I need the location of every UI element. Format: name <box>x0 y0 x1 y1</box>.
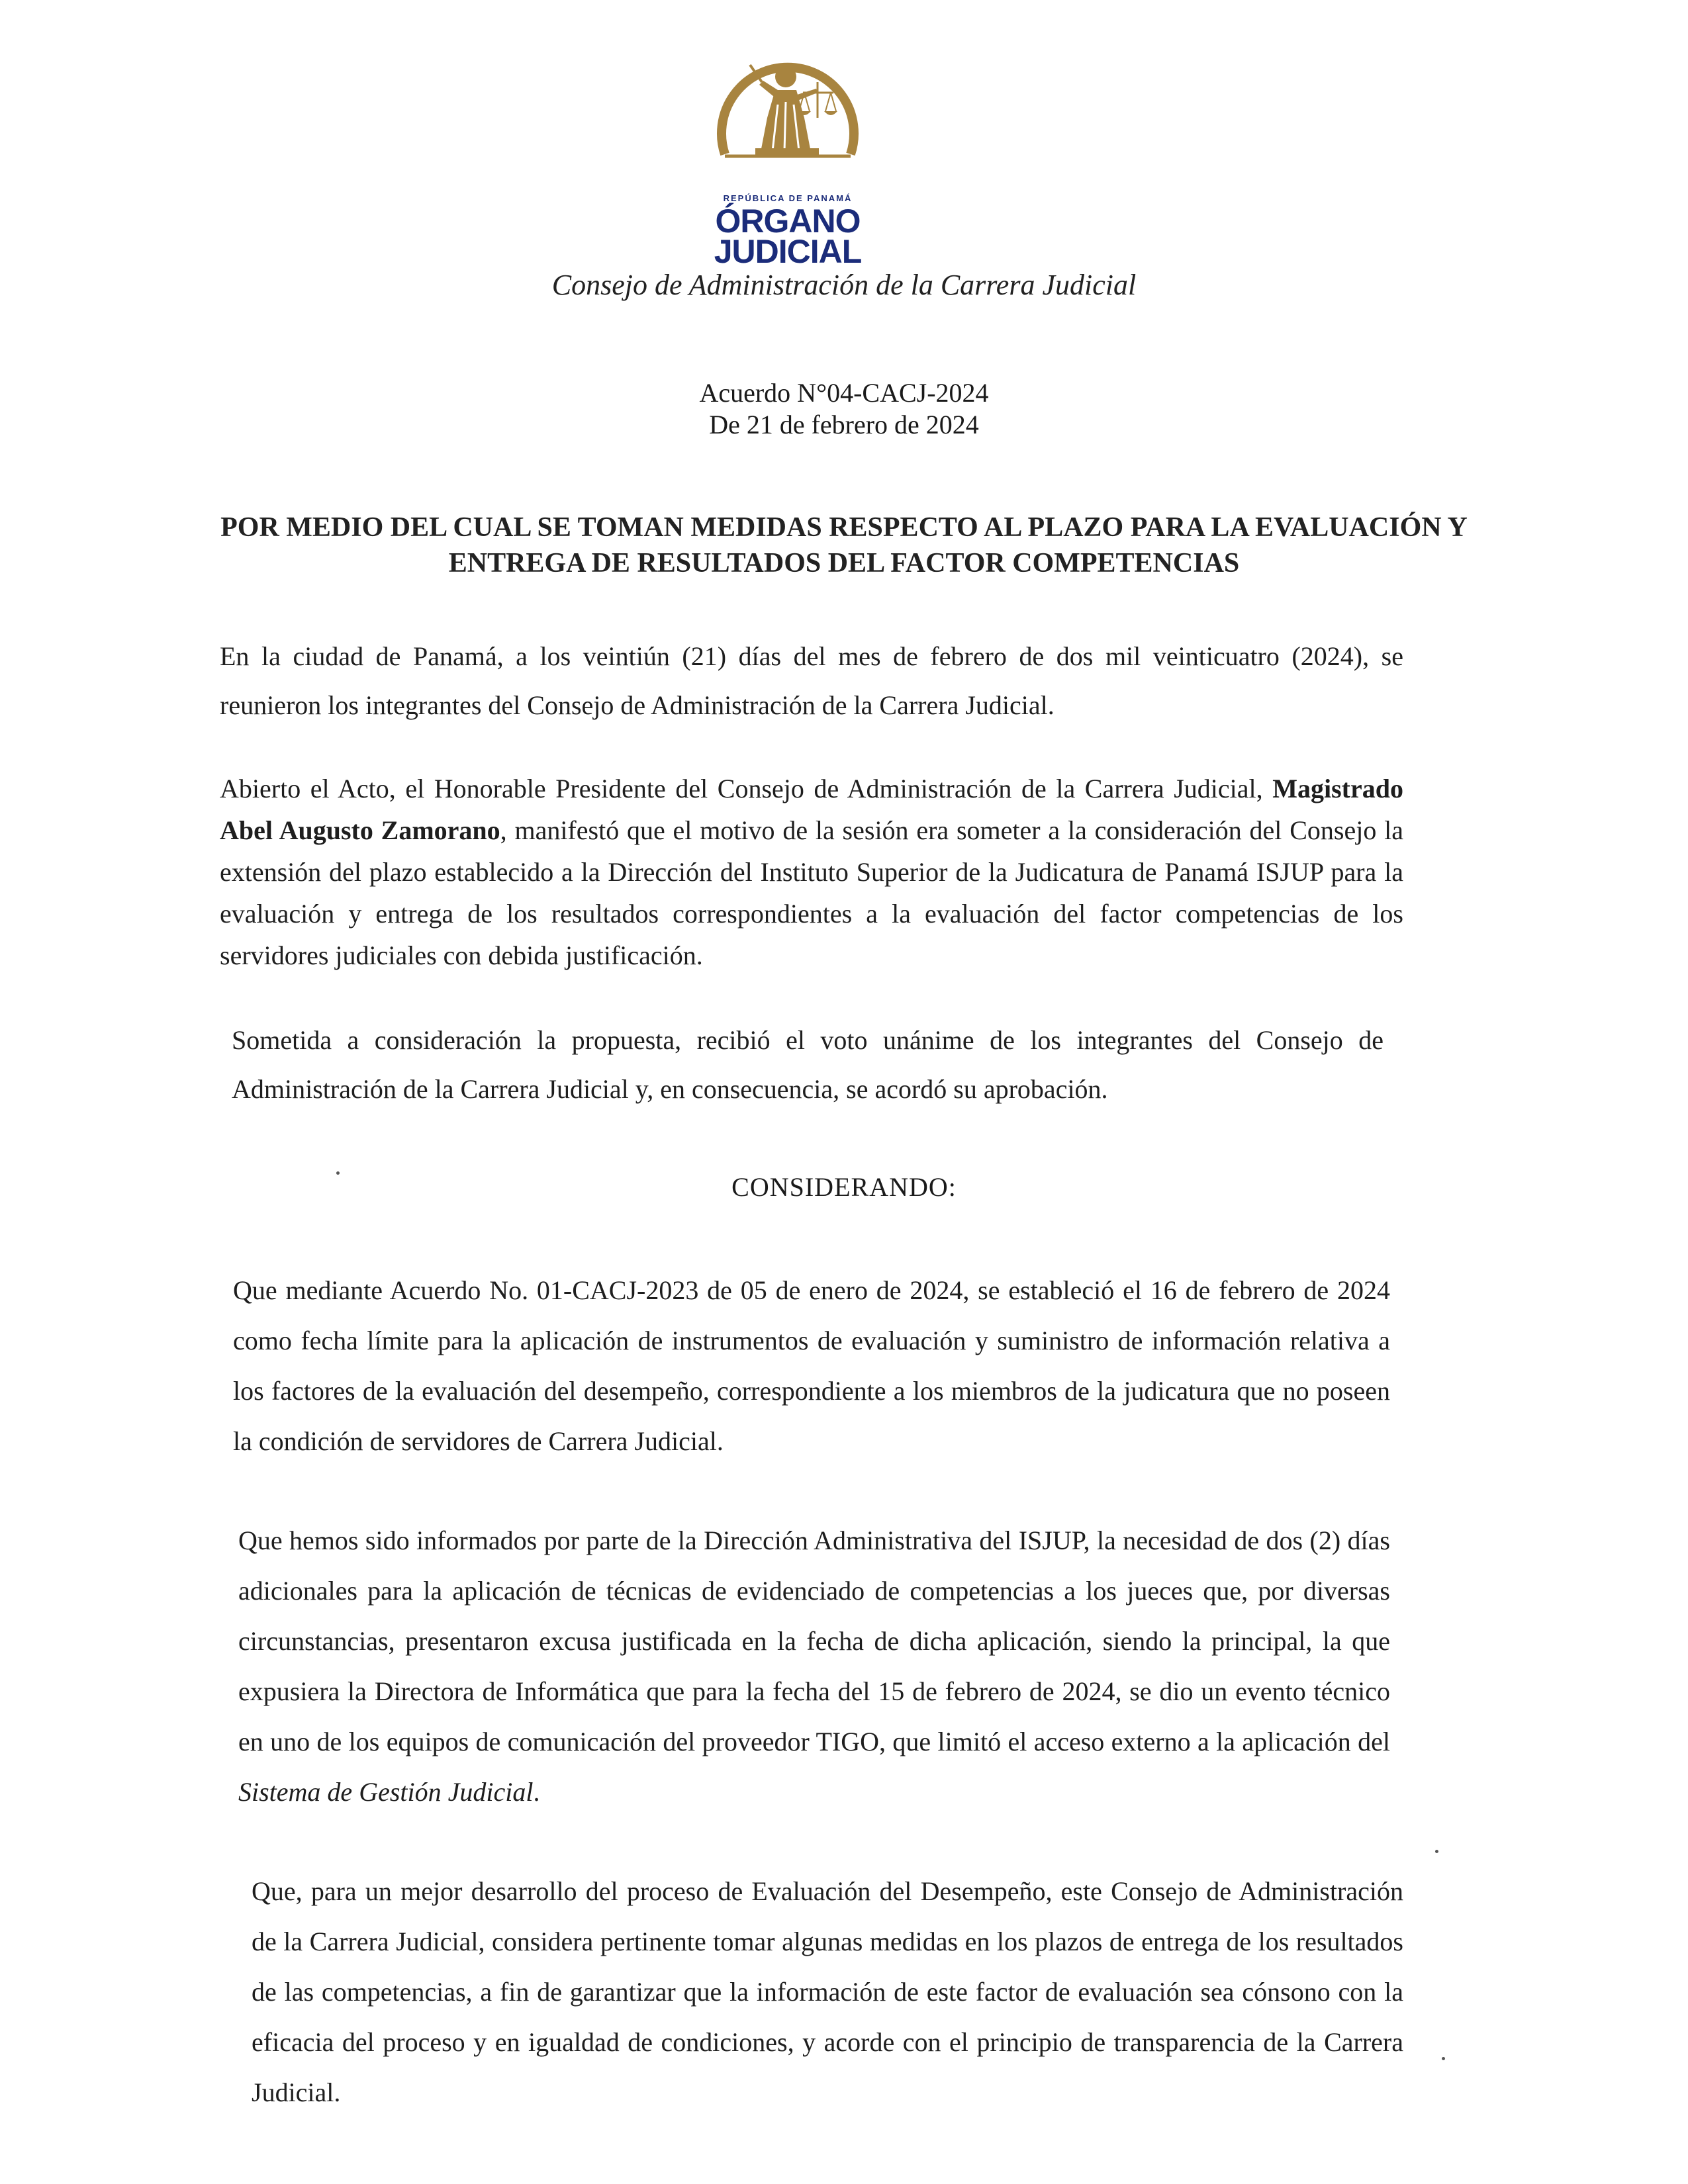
logo-republic-text: REPÚBLICA DE PANAMÁ <box>723 193 853 203</box>
vote-paragraph: Sometida a consideración la propuesta, recibió el voto unánime de los integrantes del Consejo de Administración de la Carrera Judicial y, en consecuencia, se acordó su aprobación. <box>232 1025 1383 1104</box>
logo-judicial-text: JUDICIAL <box>714 233 862 270</box>
agreement-heading <box>0 377 1688 441</box>
system-name: Sistema de Gestión Judicial <box>238 1777 534 1807</box>
logo-organo-text: ÓRGANO <box>715 203 861 240</box>
considering-paragraph-1: Que mediante Acuerdo No. 01-CACJ-2023 de 05 de enero de 2024, se estableció el 16 de febrero de 2024 como fecha límite para la aplicación de instrumentos de evaluación y suministro de información relativa a los factores de la evaluación del desempeño, correspondiente a los miembros de la judicatura que no poseen la condición de servidores de Carrera Judicial. <box>233 1275 1390 1456</box>
considering-2-text: Que hemos sido informados por parte de la Dirección Administrativa del ISJUP, la necesidad de dos (2) días adicionales para la aplicación de técnicas de evidenciado de competencias a los jueces que, por diversas circunstancias, presentaron excusa justificada en la fecha de dicha aplicación, siendo la principal, la que expusiera la Directora de Informática que para la fecha del 15 de febrero de 2024, se dio un evento técnico en uno de los equipos de comunicación del proveedor TIGO, que limitó el acceso externo a la aplicación del <box>238 1525 1390 1756</box>
agreement-subject: POR MEDIO DEL CUAL SE TOMAN MEDIDAS RESPECTO AL PLAZO PARA LA EVALUACIÓN Y ENTREGA DE RESULTADOS DEL FACTOR COMPETENCIAS <box>220 512 1468 578</box>
opening-text-2: , manifestó que el motivo de la sesión era someter a la consideración del Consejo la extensión del plazo establecido a la Dirección del Instituto Superior de la Judicatura de Panamá ISJUP para la evaluación y entrega de los resultados correspondientes a la evaluación del factor competencias de los servidores judiciales con debida justificación. <box>220 815 1403 970</box>
considering-paragraph-3: Que, para un mejor desarrollo del proceso de Evaluación del Desempeño, este Consejo de Administración de la Carrera Judicial, considera pertinente tomar algunas medidas en los plazos de entrega de los resultados de las competencias, a fin de garantizar que la información de este factor de evaluación sea cónsono con la eficacia del proceso y en igualdad de condiciones, y acorde con el principio de transparencia de la Carrera Judicial. <box>252 1876 1403 2107</box>
scan-speck <box>336 1171 340 1175</box>
organo-judicial-logo <box>712 38 864 270</box>
agreement-number: Acuerdo N°04-CACJ-2024 <box>699 378 989 408</box>
considering-heading: CONSIDERANDO: <box>731 1172 957 1202</box>
opening-paragraph <box>220 768 1403 976</box>
agreement-date: De 21 de febrero de 2024 <box>709 410 979 439</box>
considering-2-end: . <box>533 1777 540 1807</box>
lady-justice-emblem-icon <box>712 38 864 192</box>
scan-speck <box>1442 2057 1445 2060</box>
opening-text-1: Abierto el Acto, el Honorable Presidente del Consejo de Administración de la Carrera Judicial, <box>220 774 1263 803</box>
scan-speck <box>1435 1850 1438 1853</box>
intro-paragraph: En la ciudad de Panamá, a los veintiún (21) días del mes de febrero de dos mil veinticuatro (2024), se reunieron los integrantes del Consejo de Administración de la Carrera Judicial. <box>220 641 1403 720</box>
considering-paragraph-2 <box>238 1516 1390 1817</box>
council-heading: Consejo de Administración de la Carrera Judicial <box>551 269 1137 301</box>
magistrate-name: Magistrado Abel Augusto Zamorano <box>220 774 1404 845</box>
